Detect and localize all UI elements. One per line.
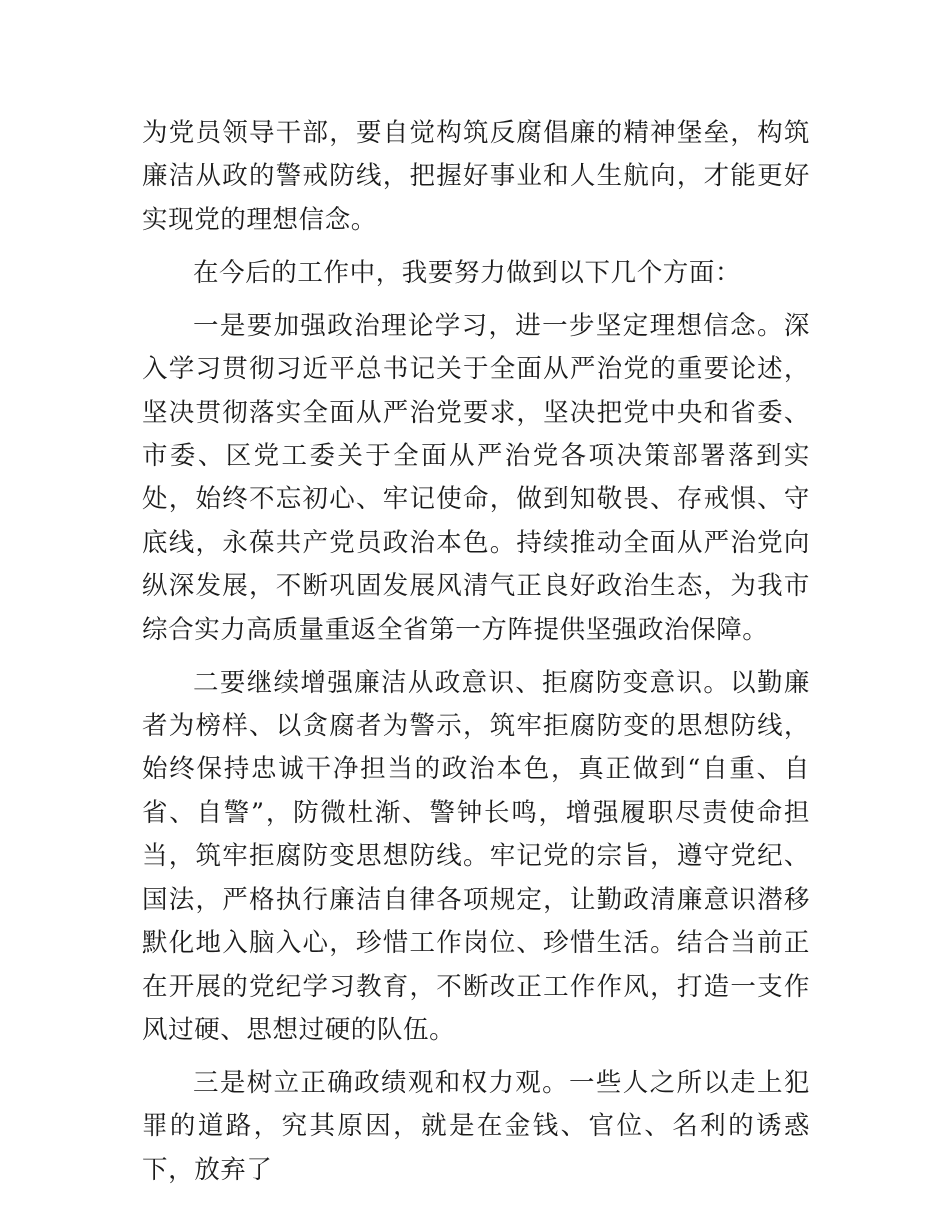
paragraph-1: 为党员领导干部，要自觉构筑反腐倡廉的精神堡垒，构筑廉洁从政的警戒防线，把握好事业和人生航向，才能更好实现党的理想信念。 xyxy=(142,118,810,235)
paragraph-2: 在今后的工作中，我要努力做到以下几个方面： xyxy=(193,257,742,288)
paragraph-4: 二要继续增强廉洁从政意识、拒腐防变意识。以勤廉者为榜样、以贪腐者为警示，筑牢拒腐防变的思想防线，始终保持忠诚干净担当的政治本色，真正做到“自重、自省、自警”，防微杜渐、警钟长鸣，增强履职尽责使命担当，筑牢拒腐防变思想防线。牢记党的宗旨，遵守党纪、国法，严格执行廉洁自律各项规定，让勤政清廉意识潜移默化地入脑入心，珍惜工作岗位、珍惜生活。结合当前正在开展的党纪学习教育，不断改正工作作风，打造一支作风过硬、思想过硬的队伍。 xyxy=(142,667,810,1045)
paragraph-3: 一是要加强政治理论学习，进一步坚定理想信念。深入学习贯彻习近平总书记关于全面从严治党的重要论述，坚决贯彻落实全面从严治党要求，坚决把党中央和省委、市委、区党工委关于全面从严治党各项决策部署落到实处，始终不忘初心、牢记使命，做到知敬畏、存戒惧、守底线，永葆共产党员政治本色。持续推动全面从严治党向纵深发展，不断巩固发展风清气正良好政治生态，为我市综合实力高质量重返全省第一方阵提供坚强政治保障。 xyxy=(142,310,810,645)
paragraph-5: 三是树立正确政绩观和权力观。一些人之所以走上犯罪的道路，究其原因，就是在金钱、官位、名利的诱惑下，放弃了 xyxy=(142,1067,810,1185)
document-page xyxy=(142,112,810,1202)
